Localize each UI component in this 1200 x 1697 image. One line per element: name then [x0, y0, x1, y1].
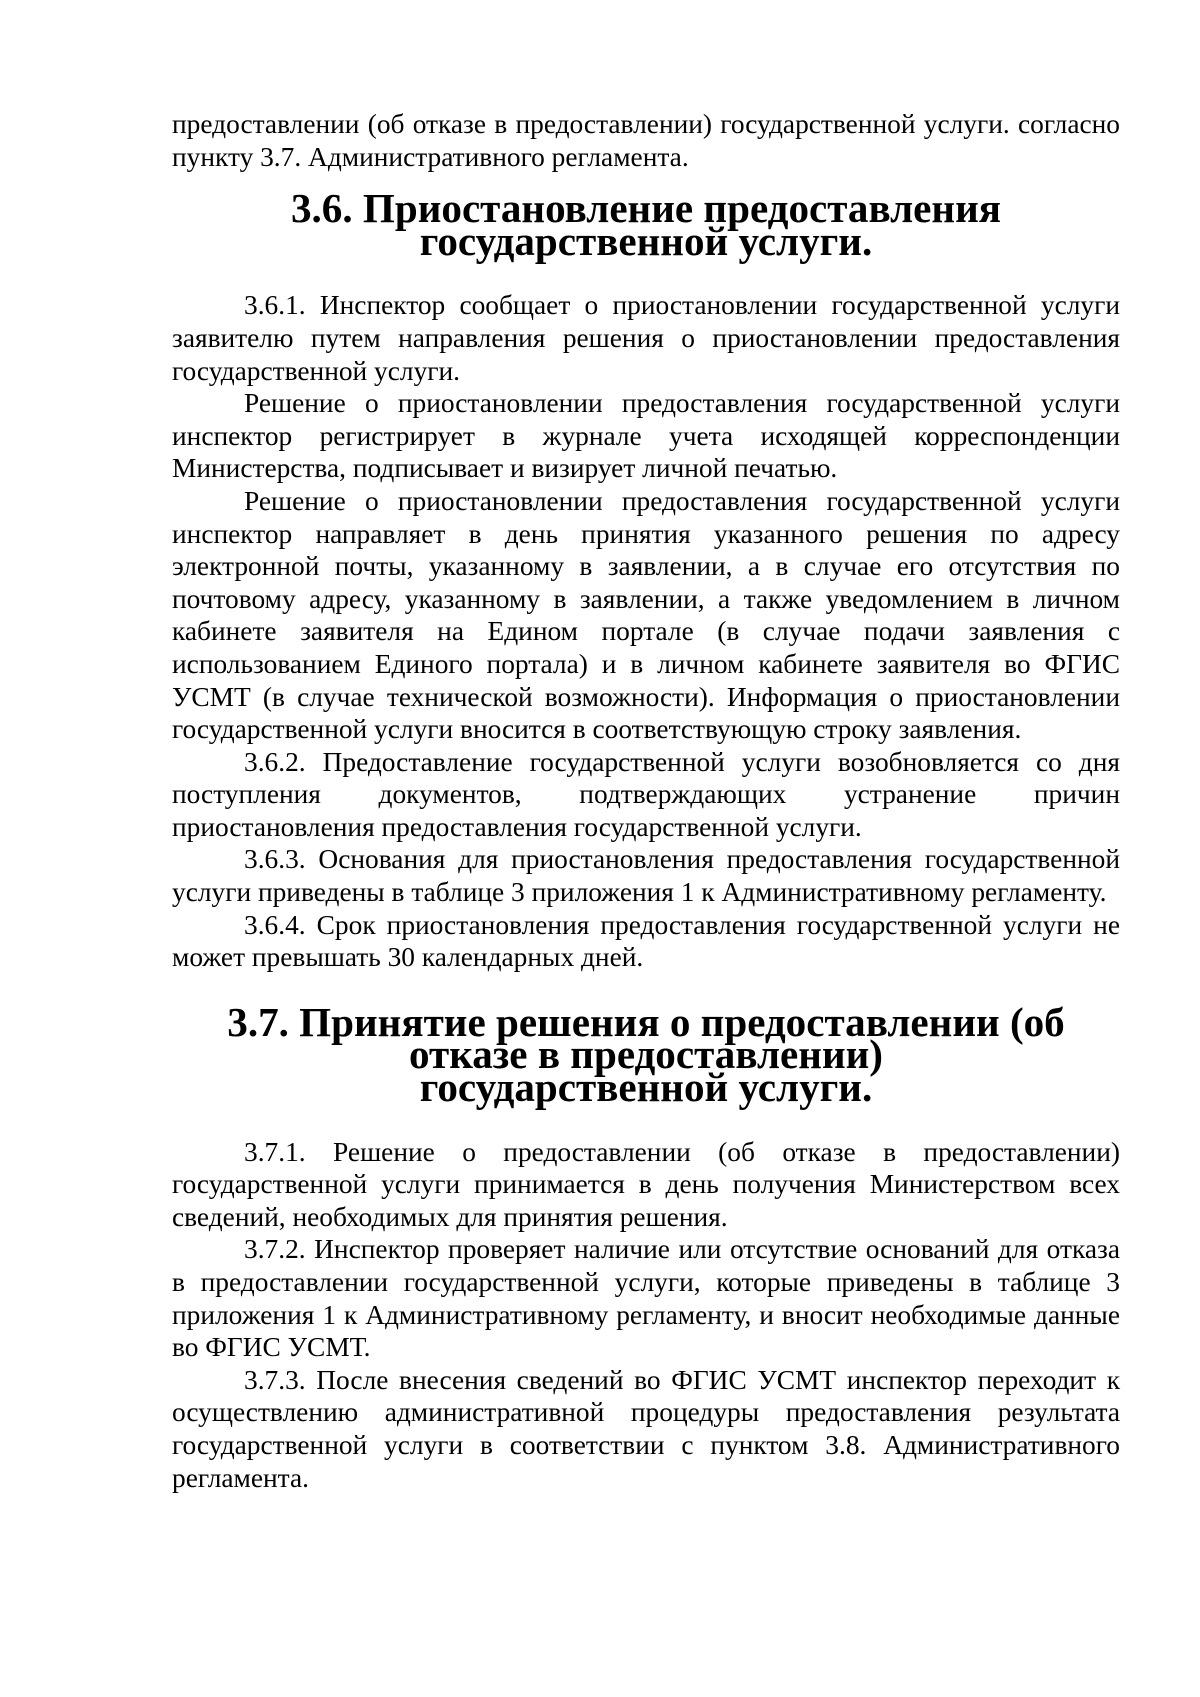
- section-3-7-heading-line2: государственной услуги.: [419, 1064, 873, 1111]
- section-3-6-heading: 3.6. Приостановление предоставления государственной услуги.: [290, 185, 1001, 264]
- paragraph-3-6-1-sending: Решение о приостановлении предоставления государственной услуги инспектор направляет в день принятия указанного решения по адресу электронной почты, указанному в заявлении, а в случае его отсутствия по почтовому адресу, указанному в заявлении, а также уведомлением в личном кабинете заявителя на Едином портале (в случае подачи заявления с использованием Единого портала) и в личном кабинете заявителя во ФГИС УСМТ (в случае технической возможности). Информация о приостановлении государственной услуги вносится в соответствующую строку заявления.: [172, 485, 1120, 745]
- section-3-7-heading: [172, 998, 1120, 1111]
- paragraph-3-7-1: 3.7.1. Решение о предоставлении (об отказе в предоставлении) государственной услуги принимается в день получения Министерством всех сведений, необходимых для принятия решения.: [172, 1136, 1120, 1232]
- paragraph-3-6-1-registration: Решение о приостановлении предоставления государственной услуги инспектор регистрирует в журнале учета исходящей корреспонденции Министерства, подписывает и визирует личной печатью.: [172, 388, 1120, 484]
- paragraph-3-7-3: 3.7.3. После внесения сведений во ФГИС УСМТ инспектор переходит к осуществлению административной процедуры предоставления результата государственной услуги в соответствии с пунктом 3.8. Административного регламента.: [172, 1364, 1120, 1493]
- document-page: [172, 108, 1120, 1494]
- section-3-7-heading-line1: 3.7. Принятие решения о предоставлении (об отказе в предоставлении): [227, 998, 1065, 1078]
- paragraph-3-7-2: 3.7.2. Инспектор проверяет наличие или отсутствие оснований для отказа в предоставлении государственной услуги, которые приведены в таблице 3 приложения 1 к Административному регламенту, и вносит необходимые данные во ФГИС УСМТ.: [172, 1234, 1120, 1363]
- paragraph-3-6-2: 3.6.2. Предоставление государственной услуги возобновляется со дня поступления документов, подтверждающих устранение причин приостановления предоставления государственной услуги.: [172, 746, 1120, 842]
- paragraph-3-6-4: 3.6.4. Срок приостановления предоставления государственной услуги не может превышать 30 календарных дней.: [172, 909, 1120, 973]
- paragraph-3-6-3: 3.6.3. Основания для приостановления предоставления государственной услуги приведены в таблице 3 приложения 1 к Административному регламенту.: [172, 844, 1120, 908]
- intro-paragraph: предоставлении (об отказе в предоставлении) государственной услуги. согласно пункту 3.7. Административного регламента.: [172, 109, 1120, 172]
- paragraph-3-6-1: 3.6.1. Инспектор сообщает о приостановлении государственной услуги заявителю путем направления решения о приостановлении предоставления государственной услуги.: [172, 290, 1120, 386]
